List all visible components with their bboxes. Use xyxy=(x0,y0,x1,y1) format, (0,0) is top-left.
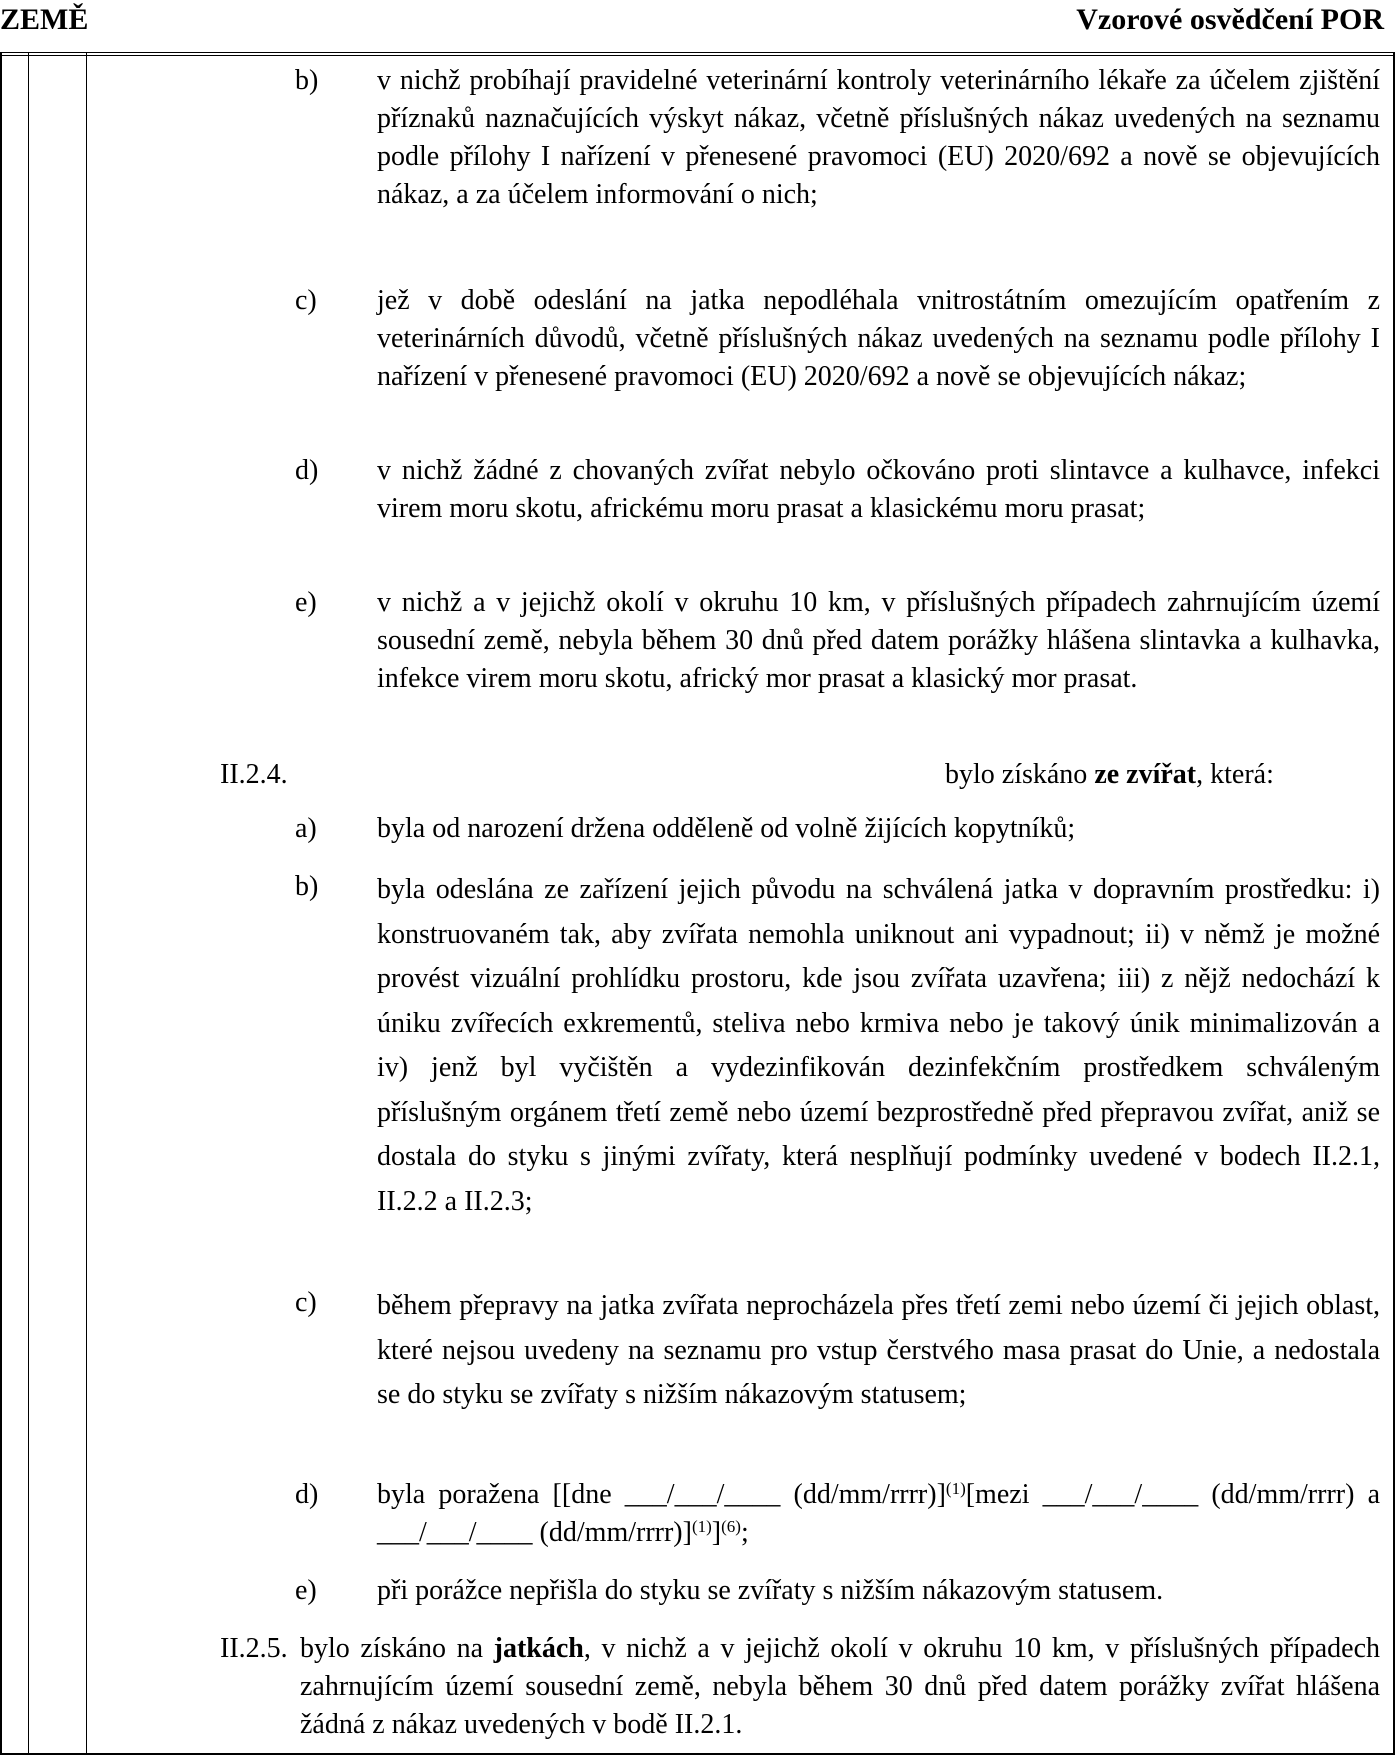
section-text: bylo získáno na jatkách, v nichž a v jejichž okolí v okruhu 10 km, v příslušných případech zahrnujícím území sousední země, nebyla během 30 dnů před datem porážky zvířat hlášena žádná z nákaz uvedených v bodě II.2.1. xyxy=(300,1633,1380,1740)
item-label: a) xyxy=(295,813,317,844)
item-text: v nichž a v jejichž okolí v okruhu 10 km, v příslušných případech zahrnujícím území sousední země, nebyla během 30 dnů před datem porážky hlášena slintavka a kulhavka, infekce virem moru skotu, africký mor prasat a klasický mor prasat. xyxy=(377,587,1380,694)
item-label: d) xyxy=(295,455,319,486)
section-number: II.2.5. xyxy=(220,1633,288,1664)
item-text: během přepravy na jatka zvířata neprocházela přes třetí zemi nebo území či jejich oblast, které nejsou uvedeny na seznamu pro vstup čerstvého masa prasat do Unie, a nedostala se do styku se zvířaty s nižším nákazovým statusem; xyxy=(377,1290,1380,1410)
section-intro: bylo získáno ze zvířat, která: xyxy=(945,759,1274,790)
item-text: při porážce nepřišla do styku se zvířaty s nižším nákazovým statusem. xyxy=(377,1575,1164,1606)
item-label: b) xyxy=(295,65,319,96)
table-top-double-rule xyxy=(2,55,1393,56)
item-label: c) xyxy=(295,285,317,316)
item-text: byla od narození držena odděleně od volně žijících kopytníků; xyxy=(377,813,1076,844)
header-country-label: ZEMĚ xyxy=(0,3,89,36)
column-divider-2 xyxy=(86,53,87,1753)
section-number: II.2.4. xyxy=(220,759,288,790)
item-text: jež v době odeslání na jatka nepodléhala vnitrostátním omezujícím opatřením z veterinárních důvodů, včetně příslušných nákaz uvedených na seznamu podle přílohy I nařízení v přenesené pravomoci (EU) 2020/692 a nově se objevujících nákaz; xyxy=(377,285,1380,392)
item-label: c) xyxy=(295,1287,317,1318)
item-label: b) xyxy=(295,871,319,902)
item-text: byla poražena [[dne ___/___/____ (dd/mm/rrrr)]$^{(1)}$[mezi ___/___/____ (dd/mm/rrrr) a ___/___/____ (dd/mm/rrrr)]$^{(1)}$]$^{(6)}$; xyxy=(377,1479,1380,1548)
item-label: e) xyxy=(295,1575,317,1606)
item-text: byla odeslána ze zařízení jejich původu na schválená jatka v dopravním prostředku: i) konstruovaném tak, aby zvířata nemohla uniknout ani vypadnout; ii) v němž je možné provést vizuální prohlídku prostoru, kde jsou zvířata uzavřena; iii) z nějž nedochází k úniku zvířecích exkrementů, steliva nebo krmiva nebo je takový únik minimalizován a iv) jenž byl vyčištěn a vydezinfikován dezinfekčním prostředkem schváleným příslušným orgánem třetí země nebo území bezprostředně před přepravou zvířat, aniž se dostala do styku s jinými zvířaty, která nesplňují podmínky uvedené v bodech II.2.1, II.2.2 a II.2.3; xyxy=(377,874,1380,1217)
item-label: d) xyxy=(295,1479,319,1510)
item-text: v nichž probíhají pravidelné veterinární kontroly veterinárního lékaře za účelem zjištění příznaků naznačujících výskyt nákaz, včetně příslušných nákaz uvedených na seznamu podle přílohy I nařízení v přenesené pravomoci (EU) 2020/692 a nově se objevujících nákaz, a za účelem informování o nich; xyxy=(377,65,1380,210)
item-text: v nichž žádné z chovaných zvířat nebylo očkováno proti slintavce a kulhavce, infekci virem moru skotu, africkému moru prasat a klasickému moru prasat; xyxy=(377,455,1380,524)
column-divider-1 xyxy=(28,53,29,1753)
header-certificate-title: Vzorové osvědčení POR xyxy=(1076,3,1384,36)
item-label: e) xyxy=(295,587,317,618)
